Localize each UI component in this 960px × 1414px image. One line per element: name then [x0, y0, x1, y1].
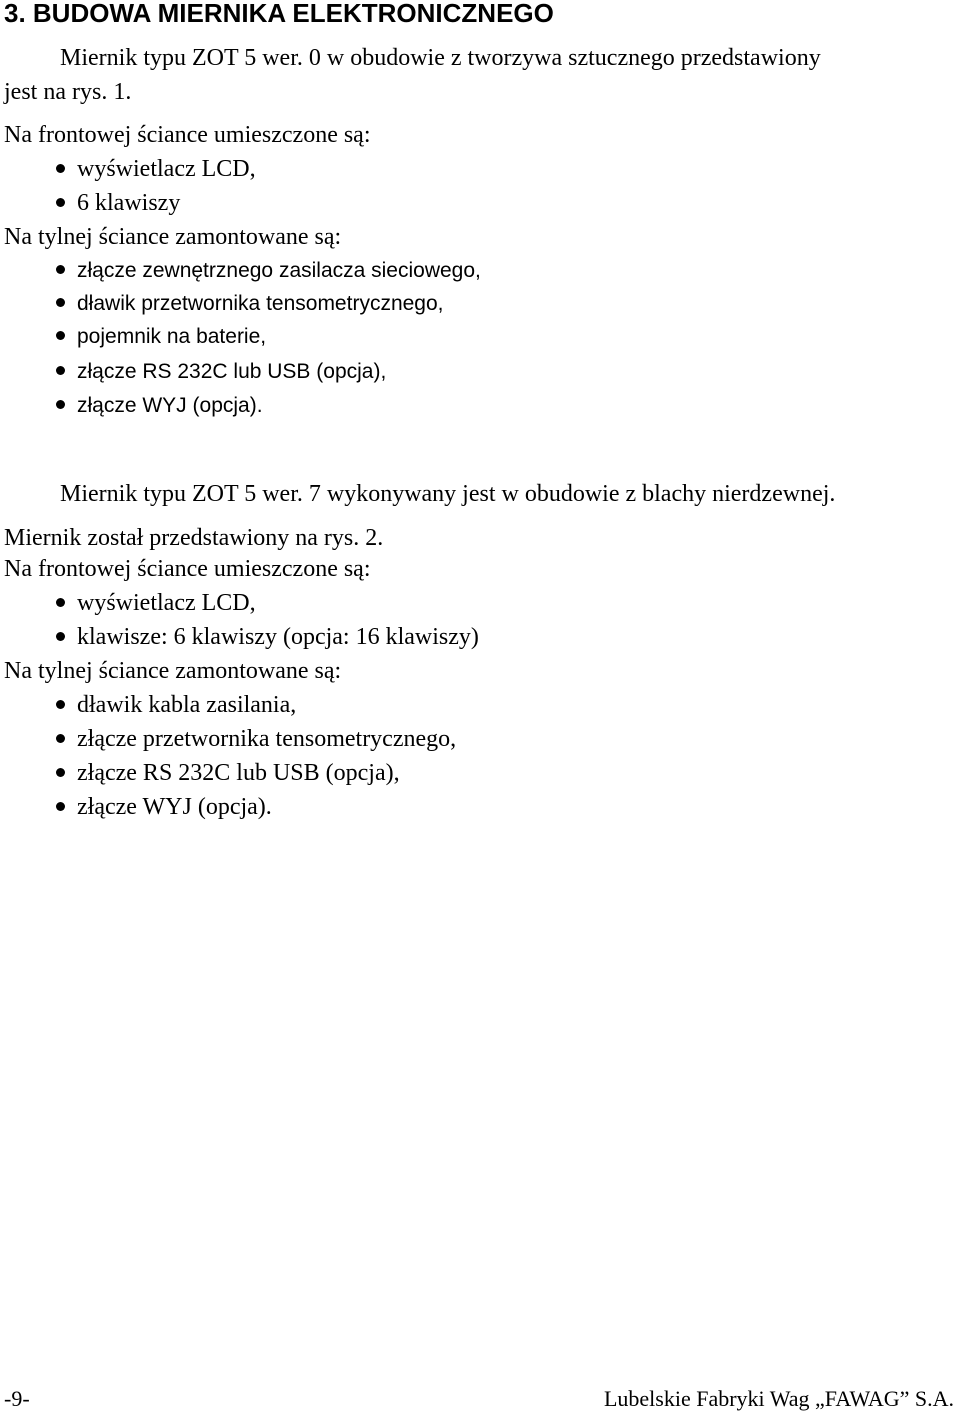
- section1-front-label: Na frontowej ściance umieszczone są:: [4, 122, 371, 148]
- list-item: wyświetlacz LCD,: [56, 586, 256, 620]
- list-item: złącze RS 232C lub USB (opcja),: [56, 756, 400, 790]
- page-number: -9-: [4, 1386, 30, 1411]
- list-item: 6 klawiszy: [56, 186, 180, 220]
- section2-intro-line1: Miernik typu ZOT 5 wer. 7 wykonywany jest w obudowie z blachy nierdzewnej.: [60, 481, 836, 507]
- bullet-icon: [56, 198, 65, 207]
- list-item: złącze WYJ (opcja).: [56, 790, 272, 824]
- section1-intro-line1: Miernik typu ZOT 5 wer. 0 w obudowie z tworzywa sztucznego przedstawiony: [60, 45, 821, 71]
- list-item: pojemnik na baterie,: [56, 320, 266, 354]
- section1-intro-line2: jest na rys. 1.: [4, 79, 132, 105]
- bullet-icon: [56, 802, 65, 811]
- bullet-icon: [56, 734, 65, 743]
- list-item: złącze WYJ (opcja).: [56, 389, 263, 423]
- bullet-icon: [56, 632, 65, 641]
- list-item: wyświetlacz LCD,: [56, 152, 256, 186]
- section2-intro: [4, 477, 956, 511]
- section-heading: 3. BUDOWA MIERNIKA ELEKTRONICZNEGO: [4, 0, 554, 28]
- bullet-icon: [56, 700, 65, 709]
- section2-front-label: Na frontowej ściance umieszczone są:: [4, 556, 371, 582]
- list-item: klawisze: 6 klawiszy (opcja: 16 klawiszy): [56, 620, 479, 654]
- section2-back-label: Na tylnej ściance zamontowane są:: [4, 658, 342, 684]
- list-item: dławik kabla zasilania,: [56, 688, 296, 722]
- list-item: złącze RS 232C lub USB (opcja),: [56, 355, 386, 389]
- bullet-icon: [56, 366, 65, 375]
- bullet-icon: [56, 265, 65, 274]
- section1-back-label: Na tylnej ściance zamontowane są:: [4, 224, 342, 250]
- bullet-icon: [56, 400, 65, 409]
- list-item: złącze zewnętrznego zasilacza sieciowego,: [56, 254, 481, 288]
- bullet-icon: [56, 331, 65, 340]
- section2-intro-line2: Miernik został przedstawiony na rys. 2.: [4, 525, 384, 551]
- list-item: dławik przetwornika tensometrycznego,: [56, 287, 444, 321]
- bullet-icon: [56, 164, 65, 173]
- list-item: złącze przetwornika tensometrycznego,: [56, 722, 456, 756]
- company-footer: Lubelskie Fabryki Wag „FAWAG” S.A.: [603, 1386, 954, 1411]
- bullet-icon: [56, 298, 65, 307]
- bullet-icon: [56, 768, 65, 777]
- bullet-icon: [56, 598, 65, 607]
- section1-intro: [4, 41, 956, 75]
